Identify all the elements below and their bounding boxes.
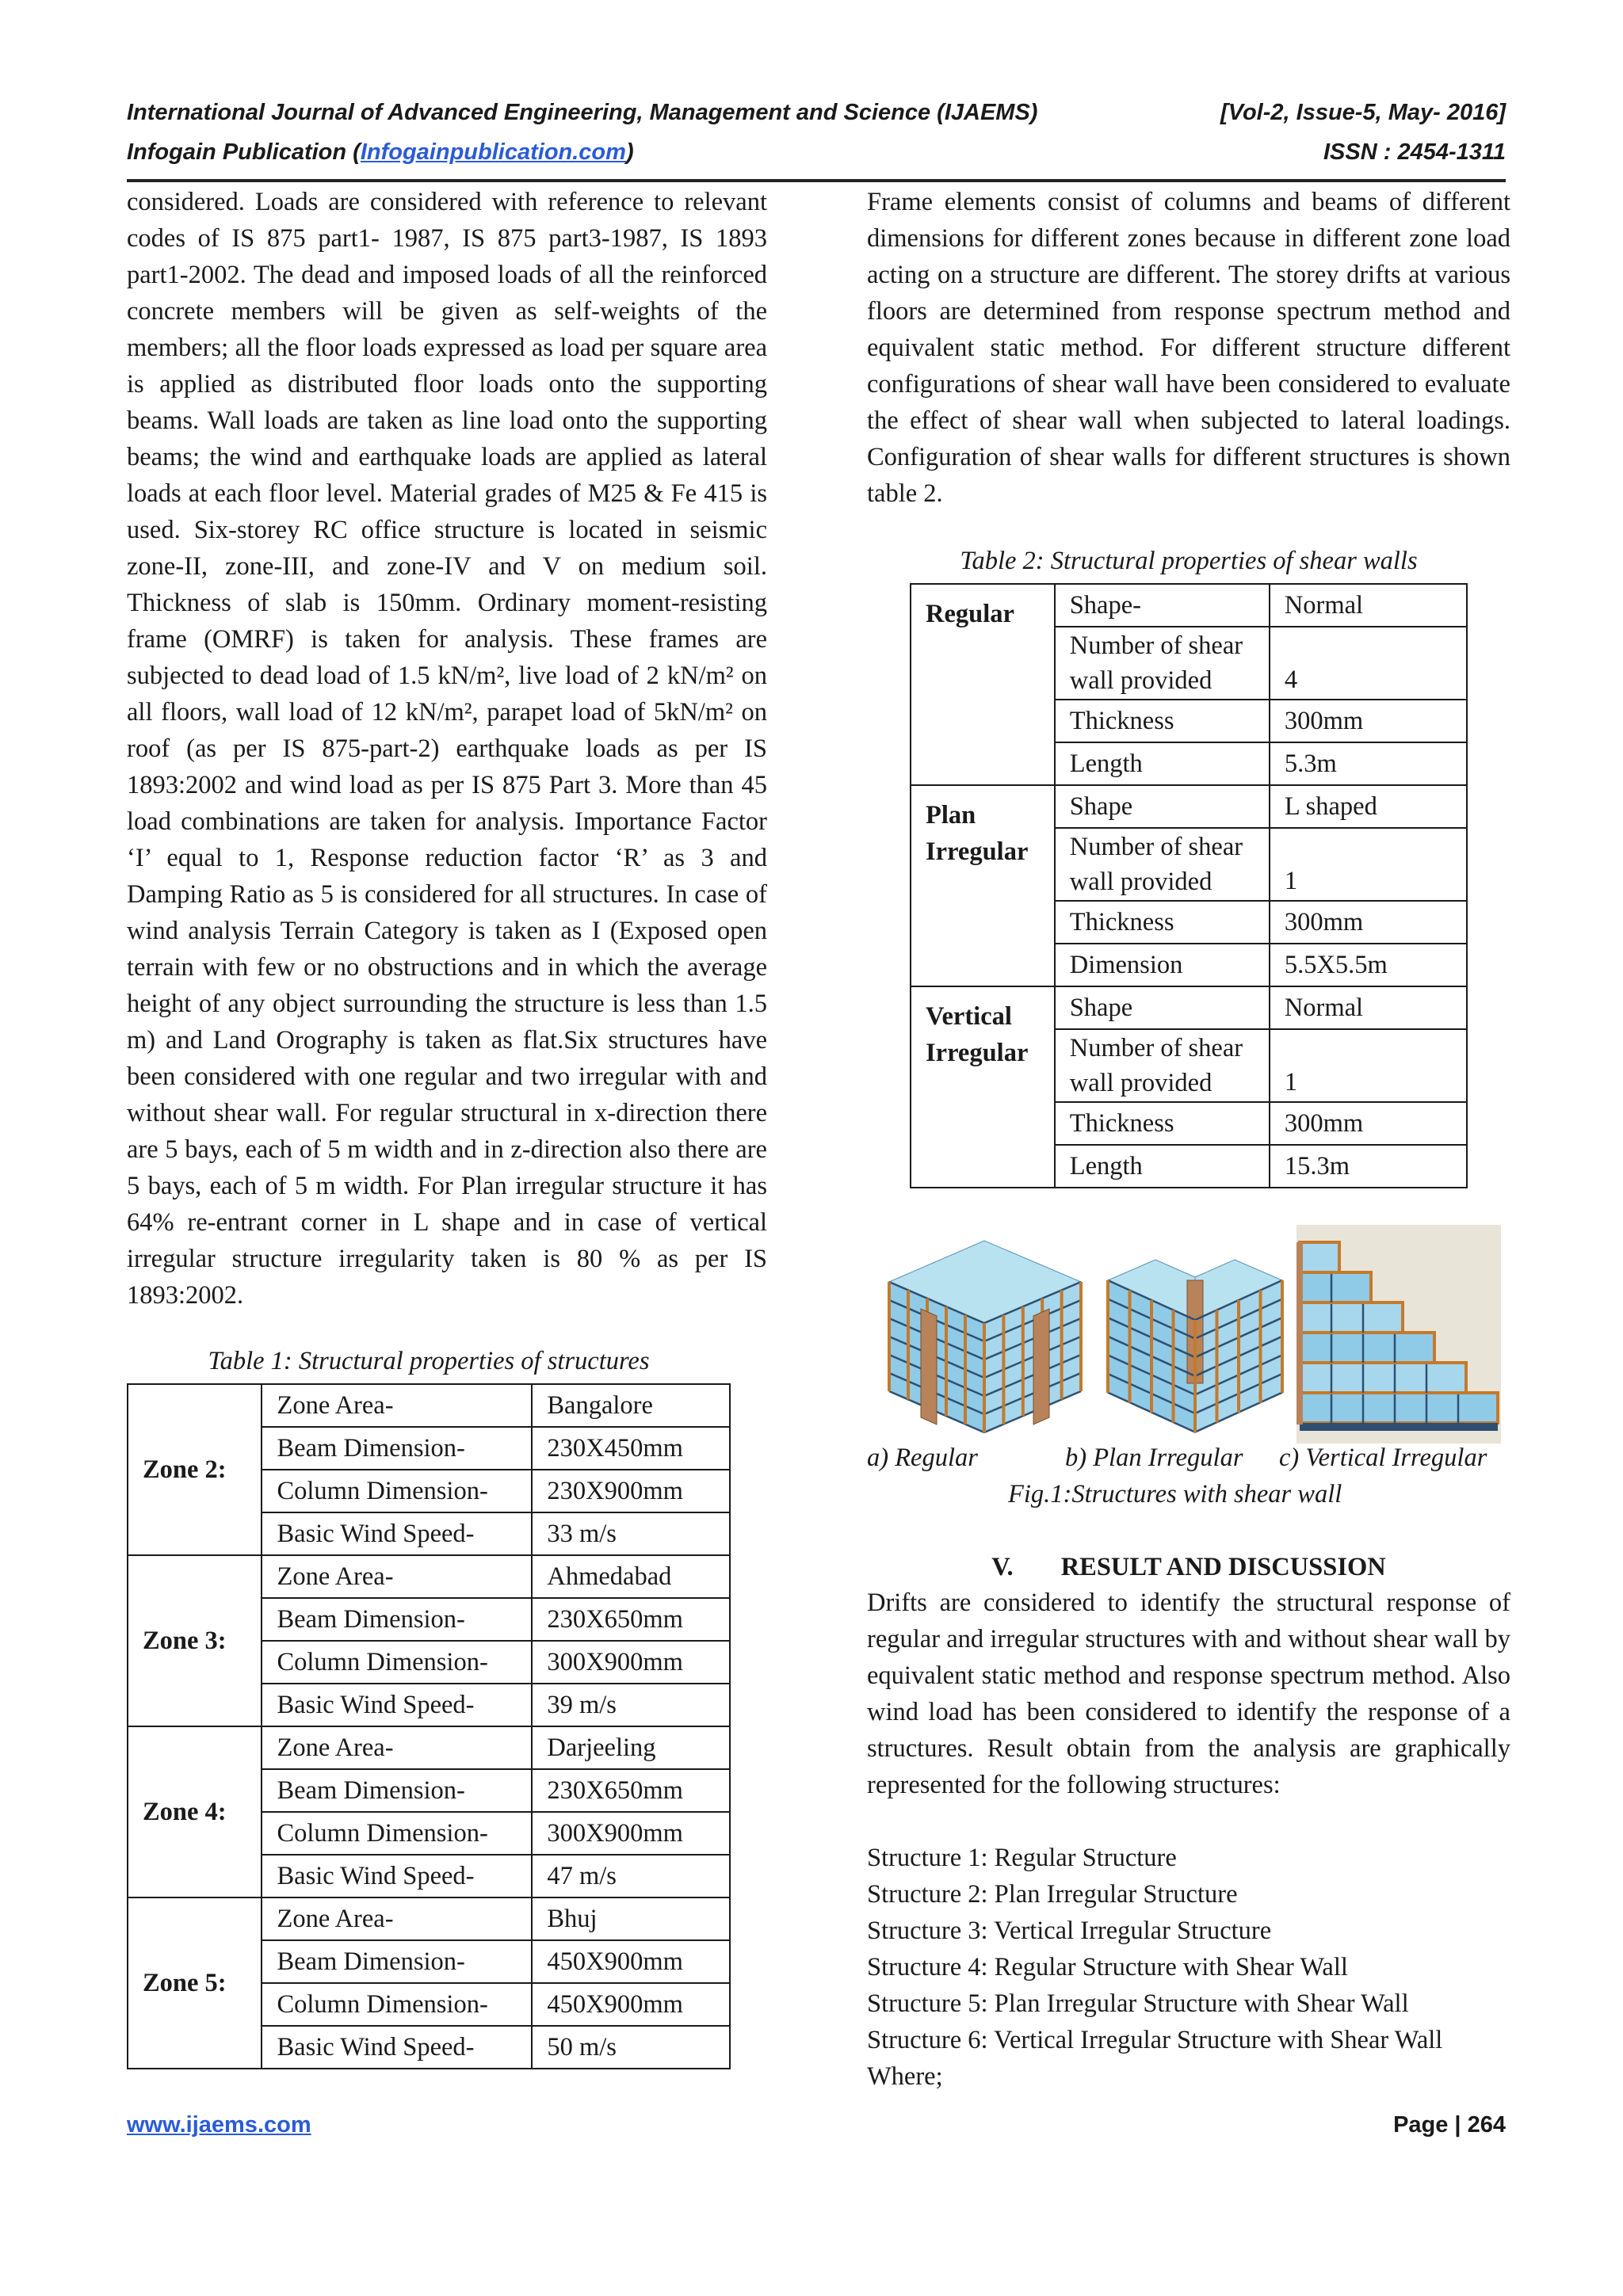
table-structural-properties: [127, 1383, 731, 2069]
property-value: 5.5X5.5m: [1270, 944, 1467, 986]
table2-caption: Table 2: Structural properties of shear walls: [960, 547, 1418, 575]
property-value: 300mm: [1270, 700, 1467, 742]
property-value: Bangalore: [532, 1384, 730, 1427]
zone-label: Zone 2:: [128, 1384, 262, 1555]
table2-row: [911, 986, 1467, 1029]
property-name: Shape-: [1055, 584, 1270, 627]
property-name: Number of shear wall provided: [1055, 1029, 1270, 1102]
section-number: V.: [991, 1553, 1014, 1581]
property-name: Number of shear wall provided: [1055, 627, 1270, 700]
property-value: 230X650mm: [532, 1598, 730, 1641]
figure-plan-irregular: [1100, 1225, 1290, 1444]
regular-structure-illustration: [873, 1225, 1094, 1444]
property-value: Bhuj: [532, 1897, 730, 1940]
table1-row: [128, 1555, 730, 1598]
structure-list-item: Structure 2: Plan Irregular Structure: [867, 1880, 1238, 1909]
property-value: Normal: [1270, 986, 1467, 1029]
table2-row: [911, 785, 1467, 828]
zone-label: Zone 5:: [128, 1897, 262, 2069]
property-name: Zone Area-: [262, 1897, 532, 1940]
property-name: Basic Wind Speed-: [262, 2026, 532, 2069]
table-shear-wall-properties: [910, 583, 1468, 1188]
property-value: 47 m/s: [532, 1855, 730, 1897]
figure-subcaption-a: a) Regular: [867, 1444, 978, 1472]
page-number: Page | 264: [1393, 2112, 1506, 2138]
results-text: [867, 1585, 1510, 1803]
property-name: Beam Dimension-: [262, 1427, 532, 1470]
property-name: Thickness: [1055, 700, 1270, 742]
property-value: 230X450mm: [532, 1427, 730, 1470]
property-value: 300mm: [1270, 1102, 1467, 1145]
base-slab: [1300, 1423, 1498, 1431]
publisher-prefix: Infogain Publication (: [127, 139, 361, 165]
property-value: 450X900mm: [532, 1940, 730, 1983]
storey-block: [1300, 1242, 1339, 1272]
property-value: 5.3m: [1270, 742, 1467, 785]
structure-type: Regular: [911, 584, 1055, 785]
property-name: Basic Wind Speed-: [262, 1512, 532, 1555]
journal-header-line-2: [127, 139, 1506, 166]
storey-block: [1300, 1363, 1466, 1393]
property-name: Length: [1055, 1145, 1270, 1188]
structure-list-item: Structure 4: Regular Structure with Shear Wall: [867, 1953, 1348, 1981]
publisher-suffix: ): [625, 139, 634, 165]
journal-header-line-1: [127, 100, 1506, 126]
left-column-text: [127, 184, 767, 1314]
property-value: Ahmedabad: [532, 1555, 730, 1598]
property-name: Column Dimension-: [262, 1470, 532, 1512]
figure-caption: Fig.1:Structures with shear wall: [1008, 1480, 1342, 1508]
structure-list-item: Structure 3: Vertical Irregular Structure: [867, 1917, 1272, 1945]
body-paragraph: Frame elements consist of columns and beams of different dimensions for different zones because in different zone load acting on a structure are different. The storey drifts at various floors are determined from response spectrum method and equivalent static method. For different structure different configurations of shear wall have been considered to evaluate the effect of shear wall when subjected to lateral loadings. Configuration of shear walls for different structures is shown table 2.: [867, 188, 1510, 508]
property-value: 300mm: [1270, 901, 1467, 944]
structure-list-item: Structure 1: Regular Structure: [867, 1844, 1177, 1872]
structure-type: Vertical Irregular: [911, 986, 1055, 1188]
body-paragraph: Drifts are considered to identify the structural response of regular and irregular structures with and without shear wall by equivalent static method and response spectrum method. Also wind load has been considered to identify the response of a structures. Result obtain from the analysis are graphically represented for the following structures:: [867, 1589, 1510, 1799]
section-title: RESULT AND DISCUSSION: [1060, 1553, 1386, 1581]
storey-block: [1300, 1393, 1498, 1423]
figure-subcaption-c: c) Vertical Irregular: [1279, 1444, 1487, 1472]
property-value: 1: [1270, 828, 1467, 901]
property-name: Column Dimension-: [262, 1812, 532, 1855]
vertical-irregular-structure-illustration: [1296, 1225, 1501, 1444]
table2-row: [911, 584, 1467, 627]
property-name: Basic Wind Speed-: [262, 1855, 532, 1897]
shear-wall-left: [921, 1309, 937, 1425]
section-heading: [867, 1553, 1510, 1582]
publisher-link[interactable]: Infogainpublication.com: [360, 139, 626, 165]
table1-row: [128, 1384, 730, 1427]
property-name: Shape: [1055, 785, 1270, 828]
property-value: Normal: [1270, 584, 1467, 627]
property-name: Number of shear wall provided: [1055, 828, 1270, 901]
structure-type: Plan Irregular: [911, 785, 1055, 986]
property-name: Column Dimension-: [262, 1983, 532, 2026]
zone-label: Zone 3:: [128, 1555, 262, 1726]
figure-regular: [873, 1225, 1094, 1444]
body-paragraph: considered. Loads are considered with reference to relevant codes of IS 875 part1- 1987, IS 875 part3-1987, IS 1893 part1-2002. The dead and imposed loads of all the reinforced concrete members will be given as self-weights of the members; all the floor loads expressed as load per square area is applied as distributed floor loads onto the supporting beams. Wall loads are taken as line load onto the supporting beams; the wind and earthquake loads are applied as lateral loads at each floor level. Material grades of M25 & Fe 415 is used. Six-storey RC office structure is located in seismic zone-II, zone-III, and zone-IV and V on medium soil. Thickness of slab is 150mm. Ordinary moment-resisting frame (OMRF) is taken for analysis. These frames are subjected to dead load of 1.5 kN/m², live load of 2 kN/m² on all floors, wall load of 12 kN/m², parapet load of 5kN/m² on roof (as per IS 875-part-2) earthquake loads as per IS 1893:2002 and wind load as per IS 875 Part 3. More than 45 load combinations are taken for analysis. Importance Factor ‘I’ equal to 1, Response reduction factor ‘R’ as 3 and Damping Ratio as 5 is considered for all structures. In case of wind analysis Terrain Category is taken as I (Exposed open terrain with few or no obstructions and in which the average height of any object surrounding the structure is less than 1.5 m) and Land Orography is taken as flat.Six structures have been considered with one regular and two irregular with and without shear wall. For regular structural in x-direction there are 5 bays, each of 5 m width and in z-direction also there are 5 bays, each of 5 m width. For Plan irregular structure it has 64% re-entrant corner in L shape and in case of vertical irregular structure irregularity taken is 80 % as per IS 1893:2002.: [127, 188, 767, 1310]
property-value: 300X900mm: [532, 1641, 730, 1684]
structure-list-item: Structure 6: Vertical Irregular Structure with Shear Wall: [867, 2026, 1443, 2054]
structure-list: [867, 1840, 1442, 2095]
table1-row: [128, 1726, 730, 1769]
property-name: Dimension: [1055, 944, 1270, 986]
shear-wall-right: [1033, 1309, 1049, 1425]
property-value: 4: [1270, 627, 1467, 700]
property-value: Darjeeling: [532, 1726, 730, 1769]
issn: ISSN : 2454-1311: [1323, 139, 1506, 165]
property-value: 230X900mm: [532, 1470, 730, 1512]
property-name: Column Dimension-: [262, 1641, 532, 1684]
shear-wall: [1296, 1242, 1303, 1425]
property-value: 39 m/s: [532, 1684, 730, 1726]
header-rule: [127, 179, 1506, 182]
property-name: Thickness: [1055, 901, 1270, 944]
property-name: Thickness: [1055, 1102, 1270, 1145]
property-value: 450X900mm: [532, 1983, 730, 2026]
property-value: 1: [1270, 1029, 1467, 1102]
property-value: 230X650mm: [532, 1769, 730, 1812]
property-name: Zone Area-: [262, 1384, 532, 1427]
property-name: Zone Area-: [262, 1555, 532, 1598]
property-name: Zone Area-: [262, 1726, 532, 1769]
property-value: 33 m/s: [532, 1512, 730, 1555]
journal-title: International Journal of Advanced Engineering, Management and Science (IJAEMS): [127, 100, 1038, 125]
structure-list-item: Structure 5: Plan Irregular Structure with Shear Wall: [867, 1989, 1409, 2018]
property-name: Beam Dimension-: [262, 1769, 532, 1812]
plan-irregular-structure-illustration: [1100, 1225, 1290, 1444]
structure-list-item: Where;: [867, 2062, 943, 2091]
right-column-text: [867, 184, 1510, 512]
figure-vertical-irregular: [1296, 1225, 1501, 1444]
table1-row: [128, 1897, 730, 1940]
property-name: Basic Wind Speed-: [262, 1684, 532, 1726]
table1-caption: Table 1: Structural properties of structures: [208, 1347, 650, 1375]
property-value: 50 m/s: [532, 2026, 730, 2069]
property-name: Shape: [1055, 986, 1270, 1029]
figure-subcaption-b: b) Plan Irregular: [1065, 1444, 1243, 1472]
property-value: 15.3m: [1270, 1145, 1467, 1188]
footer-site-link[interactable]: www.ijaems.com: [127, 2112, 311, 2138]
storey-block: [1300, 1302, 1403, 1333]
zone-label: Zone 4:: [128, 1726, 262, 1897]
storey-block: [1300, 1333, 1434, 1363]
property-name: Beam Dimension-: [262, 1940, 532, 1983]
property-name: Beam Dimension-: [262, 1598, 532, 1641]
storey-block: [1300, 1272, 1371, 1302]
property-value: 300X900mm: [532, 1812, 730, 1855]
volume-info: [Vol-2, Issue-5, May- 2016]: [1220, 100, 1506, 125]
property-value: L shaped: [1270, 785, 1467, 828]
property-name: Length: [1055, 742, 1270, 785]
